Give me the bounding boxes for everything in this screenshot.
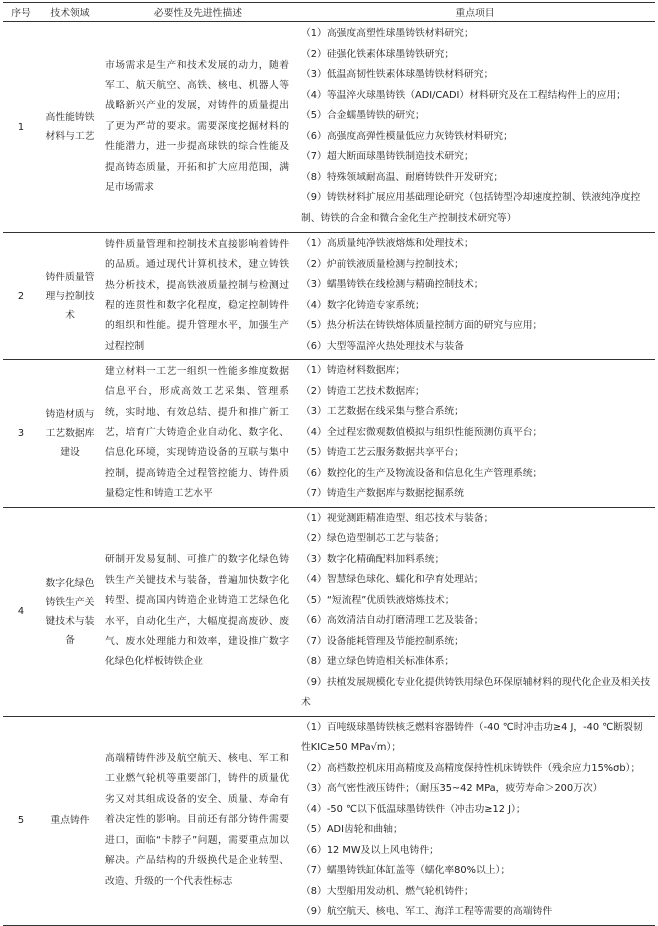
list-item: （4）数字化铸造专家系统； xyxy=(301,299,425,311)
row-items xyxy=(295,507,655,716)
list-item: （1）高强度高塑性球墨铸铁材料研究； xyxy=(301,28,474,39)
row-index: 2 xyxy=(3,233,39,360)
list-item: （5）铸造工艺云服务数据共享平台； xyxy=(301,447,464,458)
list-item: （1）高质量纯净铁液熔炼和处理技术； xyxy=(301,238,474,249)
list-item: （3）工艺数据在线采集与整合系统； xyxy=(301,406,464,417)
header-items: 重点项目 xyxy=(295,3,655,22)
list-item: （8）特殊领域耐高温、耐磨铸铁件开发研究； xyxy=(301,171,504,183)
list-item: （3）蠕墨铸铁在线检测与精确控制技术； xyxy=(301,279,484,290)
list-item: （7）超大断面球墨铸铁制造技术研究； xyxy=(301,151,474,162)
list-item: （4）-50 ℃以下低温球墨铸铁件（冲击功≥12 J）； xyxy=(301,803,526,815)
row-description: 铸件质量管理和控制技术直接影响着铸件的品质。通过现代计算机技术，建立铸铁热分析技术，提高铁液质量控制与检测过程的连贯性和数字化程度，稳定控制铸件的组织和性能。提升管理水平，加强生产过程控制 xyxy=(101,233,295,360)
table-row xyxy=(3,22,655,233)
list-item: （2）炉前铁液质量检测与控制技术； xyxy=(301,258,464,270)
row-description: 研制开发易复制、可推广的数字化绿色铸铁生产关键技术与装备，普遍加快数字化转型、提高国内铸造企业铸造工艺绿色化水平，自动化生产，大幅度提高废砂、废气、废水处理能力和效率，建设推广数字化绿色化样板铸铁企业 xyxy=(101,507,295,716)
header-index: 序号 xyxy=(3,3,39,22)
row-field: 数字化绿色铸铁生产关键技术与装备 xyxy=(39,507,101,716)
row-items xyxy=(295,233,655,360)
table-row xyxy=(3,233,655,360)
row-description: 市场需求是生产和技术发展的动力，随着军工、航天航空、高铁、核电、机器人等战略新兴产业的发展，对铸件的质量提出了更为严苛的要求。需要深度挖掘材料的性能潜力，进一步提高球铁的综合性能及提高铸态质量，开拓和扩大应用范围，满足市场需求 xyxy=(101,22,295,233)
list-item: （5）热分析法在铸铁熔体质量控制方面的研究与应用； xyxy=(301,320,543,331)
row-description: 建立材料一工艺一组织一性能多维度数据信息平台，形成高效工艺采集、管理系统，实时地、有效总结、提升和推广新工艺，培育广大铸造企业自动化、数字化、信息化环境，实现铸造设备的互联与集中控制，提高铸造全过程管控能力、铸件质量稳定性和铸造工艺水平 xyxy=(101,360,295,508)
list-item: （4）全过程宏微观数值模拟与组织性能预测仿真平台； xyxy=(301,426,543,438)
list-item: （3）低温高韧性铁素体球墨铸铁材料研究； xyxy=(301,69,494,80)
row-description: 高端精铸件涉及航空航天、核电、军工和工业燃气轮机等重要部门，铸件的质量优劣又对其组成设备的安全、质量、寿命有着决定性的影响。目前还有部分铸件需要进口，面临“卡脖子”问题，需要重点加以解决。产品结构的升级换代是企业转型、改造、升级的一个代表性标志 xyxy=(101,716,295,925)
list-item: （5）“短流程”优质铁液熔炼技术； xyxy=(301,594,455,606)
header-field: 技术领域 xyxy=(39,3,101,22)
list-item: （8）大型船用发动机、燃气轮机铸件； xyxy=(301,885,474,897)
key-projects-table xyxy=(3,2,655,926)
list-item: （2）绿色造型制芯工艺与装备； xyxy=(301,533,445,544)
table-row xyxy=(3,360,655,508)
row-field: 重点铸件 xyxy=(39,716,101,925)
list-item: （4）智慧绿色球化、蠕化和孕育处理站； xyxy=(301,574,484,585)
list-item: （5）合金蠕墨铸铁的研究； xyxy=(301,110,425,121)
list-item: （2）高档数控机床用高精度及高精度保持性机床铸铁件（残余应力15%σb）； xyxy=(301,762,641,774)
table-row xyxy=(3,507,655,716)
row-index: 3 xyxy=(3,360,39,508)
list-item: （9）扶植发展规模化专业化提供铸铁用绿色环保原辅材料的现代化企业及相关技术 xyxy=(301,676,651,708)
list-item: （3）高气密性液压铸件；（耐压35~42 MPa，疲劳寿命＞200万次） xyxy=(301,783,603,794)
list-item: （6）数控化的生产及物流设备和信息化生产管理系统； xyxy=(301,467,543,479)
table-row xyxy=(3,716,655,925)
list-item: （8）建立绿色铸造相关标准体系； xyxy=(301,656,455,667)
list-item: （6）高强度高弹性模量低应力灰铸铁材料研究； xyxy=(301,130,513,142)
row-index: 4 xyxy=(3,507,39,716)
row-items xyxy=(295,360,655,508)
list-item: （3）数字化精确配料加料系统； xyxy=(301,553,445,565)
header-description: 必要性及先进性描述 xyxy=(101,3,295,22)
list-item: （6）12 MW及以上风电铸件； xyxy=(301,844,439,856)
list-item: （9）铸铁材料扩展应用基础理论研究（包括铸型冷却速度控制、铁液纯净度控制、铸铁的合金和微合金化生产控制技术研究等） xyxy=(301,192,641,224)
row-items xyxy=(295,716,655,925)
list-item: （1）铸造材料数据库； xyxy=(301,365,406,376)
row-field: 铸造材质与工艺数据库建设 xyxy=(39,360,101,508)
list-item: （7）铸造生产数据库与数据挖掘系统 xyxy=(301,488,464,499)
list-item: （4）等温淬火球墨铸铁（ADI/CADI）材料研究及在工程结构件上的应用； xyxy=(301,89,626,101)
row-index: 1 xyxy=(3,22,39,233)
list-item: （1）百吨级球墨铸铁核乏燃料容器铸件（-40 ℃时冲击功≥4 J，-40 ℃断裂韧性KIC≥50 MPa√m）； xyxy=(301,721,643,753)
list-item: （9）航空航天、核电、军工、海洋工程等需要的高端铸件 xyxy=(301,906,553,917)
row-field: 高性能铸铁材料与工艺 xyxy=(39,22,101,233)
list-item: （2）硅强化铁素体球墨铸铁研究； xyxy=(301,48,455,60)
list-item: （7）蠕墨铸铁缸体缸盖等（蠕化率80%以上）； xyxy=(301,865,511,876)
row-field: 铸件质量管理与控制技术 xyxy=(39,233,101,360)
header-row xyxy=(3,3,655,22)
list-item: （7）设备能耗管理及节能控制系统； xyxy=(301,635,464,647)
list-item: （6）高效清洁自动打磨清理工艺及装备； xyxy=(301,615,484,626)
row-items xyxy=(295,22,655,233)
list-item: （5）ADI齿轮和曲轴； xyxy=(301,824,403,835)
list-item: （6）大型等温淬火热处理技术与装备 xyxy=(301,340,464,352)
list-item: （2）铸造工艺技术数据库； xyxy=(301,385,425,397)
row-index: 5 xyxy=(3,716,39,925)
list-item: （1）视觉测距精准造型、组芯技术与装备； xyxy=(301,512,494,524)
